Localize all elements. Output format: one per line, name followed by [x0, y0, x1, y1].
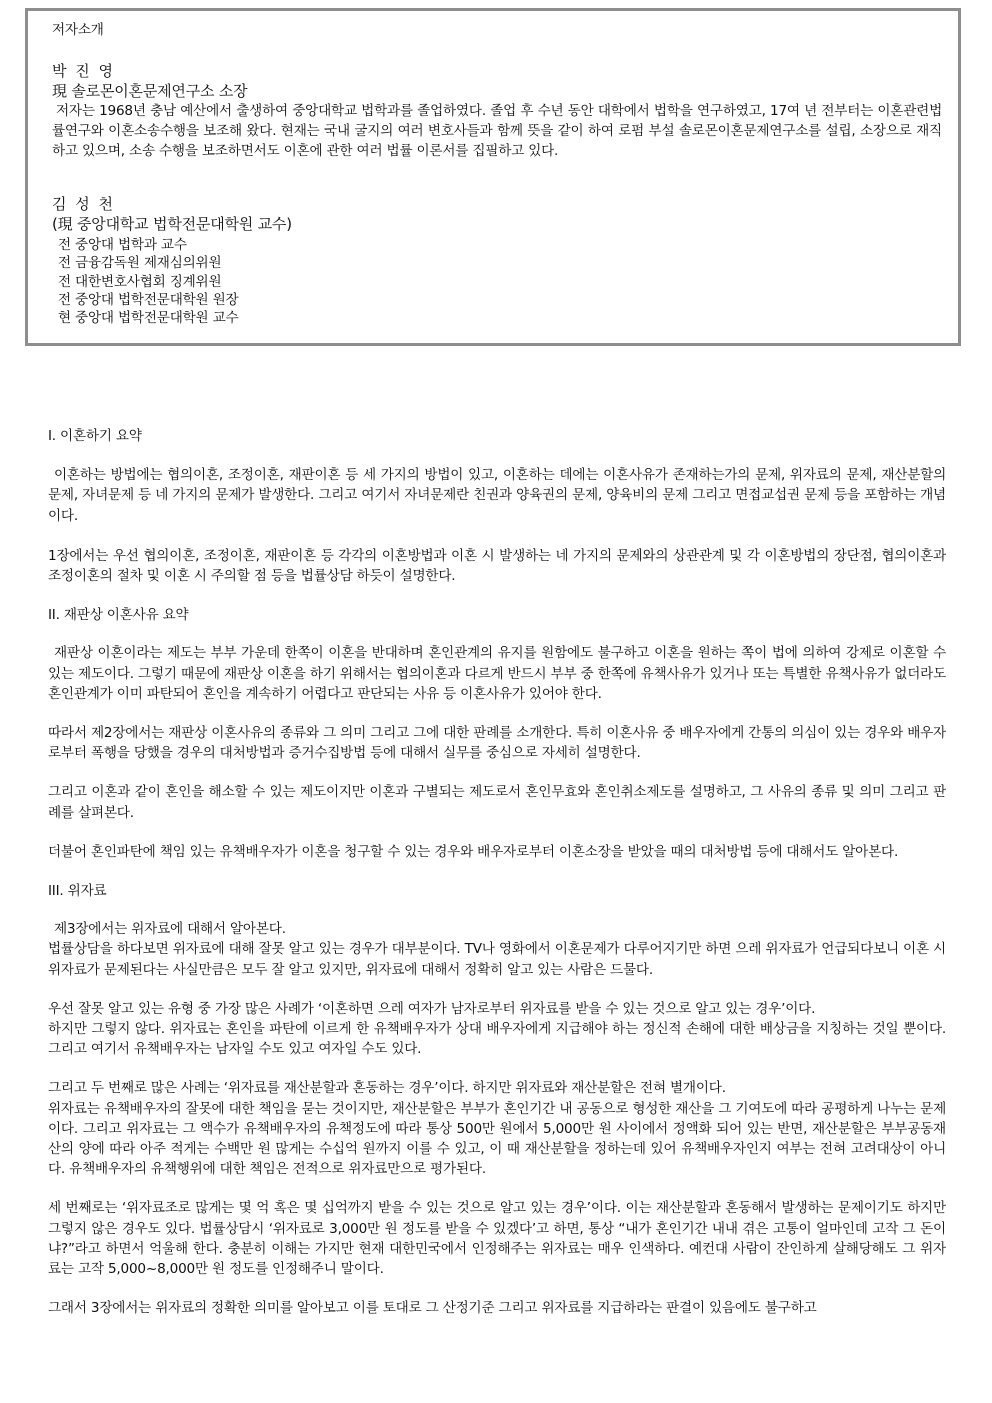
paragraph: 더불어 혼인파탄에 책임 있는 유책배우자가 이혼을 청구할 수 있는 경우와 배우자로부터 이혼소장을 받았을 때의 대처방법 등에 대해서도 알아본다. — [48, 843, 899, 860]
paragraph: 따라서 제2장에서는 재판상 이혼사유의 종류와 그 의미 그리고 그에 대한 판례를 소개한다. 특히 이혼사유 중 배우자에게 간통의 의심이 있는 경우와 배우자로부터 폭행을 당했을 경우의 대처방법과 증거수집방법 등에 대해서 실무를 중심으로 자세히 설명한다. — [48, 725, 946, 762]
paragraph: 우선 잘못 알고 있는 유형 중 가장 많은 사례가 ‘이혼하면 으레 여자가 남자로부터 위자료를 받을 수 있는 것으로 알고 있는 경우’이다. — [48, 1000, 816, 1017]
paragraph: 하지만 그렇지 않다. 위자료는 혼인을 파탄에 이르게 한 유책배우자가 상대 배우자에게 지급해야 하는 정신적 손해에 대한 배상금을 지칭하는 것일 뿐이다. 그리고 여기서 유책배우자는 남자일 수도 있고 여자일 수도 있다. — [48, 1021, 946, 1058]
paragraph: 세 번째로는 ‘위자료조로 많게는 몇 억 혹은 몇 십억까지 받을 수 있는 것으로 알고 있는 경우’이다. 이는 재산분할과 혼동해서 발생하는 문제이기도 하지만 그렇지 않은 경우도 있다. 법률상담시 ‘위자료로 3,000만 원 정도를 받을 수 있겠다’고 하면, 통상 “내가 혼인기간 내내 겪은 고통이 얼마인데 고작 그 돈이냐?”라고 하면서 억울해 한다. 충분히 이해는 가지만 현재 대한민국에서 인정해주는 위자료는 매우 인색하다. 예컨대 사람이 잔인하게 살해당해도 그 위자료는 고작 5,000~8,000만 원 정도를 인정해주니 말이다. — [48, 1200, 946, 1278]
author2-history-item: 전 대한변호사협회 징계위원 — [58, 273, 222, 290]
paragraph: 법률상담을 하다보면 위자료에 대해 잘못 알고 있는 경우가 대부분이다. TV나 영화에서 이혼문제가 다루어지기만 하면 으레 위자료가 언급되다보니 이혼 시 위자료가 문제된다는 사실만큼은 모두 잘 알고 있지만, 위자료에 대해서 정확히 알고 있는 사람은 드물다. — [48, 941, 946, 978]
paragraph: 1장에서는 우선 협의이혼, 조정이혼, 재판이혼 등 각각의 이혼방법과 이혼 시 발생하는 네 가지의 문제와의 상관관계 및 각 이혼방법의 장단점, 협의이혼과 조정이혼의 절차 및 이혼 시 주의할 점 등을 법률상담 하듯이 설명한다. — [48, 547, 946, 585]
section-heading: I. 이혼하기 요약 — [48, 428, 142, 444]
author-intro-title: 저자소개 — [52, 22, 104, 38]
author2-history-item: 전 중앙대 법학과 교수 — [58, 237, 187, 253]
section-heading: II. 재판상 이혼사유 요약 — [48, 607, 189, 624]
author1-bio: 저자는 1968년 충남 예산에서 출생하여 중앙대학교 법학과를 졸업하였다. 졸업 후 수년 동안 대학에서 법학을 연구하였고, 17여 년 전부터는 이혼관련법률연구와 이혼소송수행을 보조해 왔다. 현재는 국내 굴지의 여러 변호사들과 함께 뜻을 같이 하여 로펌 부설 솔로몬이혼문제연구소를 설립, 소장으로 재직하고 있으며, 소송 수행을 보조하면서도 이혼에 관한 여러 법률 이론서를 집필하고 있다. — [52, 103, 942, 159]
author2-history-item: 전 금융감독원 제재심의위원 — [58, 255, 222, 272]
author2-history-item: 현 중앙대 법학전문대학원 교수 — [58, 310, 239, 327]
author2-name: 김 성 천 — [52, 195, 116, 213]
author2-position: (現 중앙대학교 법학전문대학원 교수) — [52, 215, 292, 233]
author-intro-box — [25, 8, 961, 346]
paragraph: 그리고 두 번째로 많은 사례는 ‘위자료를 재산분할과 혼동하는 경우’이다. 하지만 위자료와 재산분할은 전혀 별개이다. — [48, 1080, 726, 1097]
author2-history-item: 전 중앙대 법학전문대학원 원장 — [58, 291, 239, 308]
paragraph: 제3장에서는 위자료에 대해서 알아본다. — [54, 921, 286, 938]
paragraph: 이혼하는 방법에는 협의이혼, 조정이혼, 재판이혼 등 세 가지의 방법이 있고, 이혼하는 데에는 이혼사유가 존재하는가의 문제, 위자료의 문제, 재산분할의 문제, 자녀문제 등 네 가지의 문제가 발생한다. 그리고 여기서 자녀문제란 친권과 양육권의 문제, 양육비의 문제 그리고 면접교섭권 문제 등을 포함하는 개념이다. — [48, 467, 946, 524]
section-heading: III. 위자료 — [48, 883, 107, 900]
author1-name: 박 진 영 — [52, 62, 116, 80]
author1-position: 現 솔로몬이혼문제연구소 소장 — [52, 82, 248, 100]
paragraph: 위자료는 유책배우자의 잘못에 대한 책임을 묻는 것이지만, 재산분할은 부부가 혼인기간 내 공동으로 형성한 재산을 그 기여도에 따라 공평하게 나누는 문제이다. 그리고 위자료는 그 액수가 유책배우자의 유책정도에 따라 통상 500만 원에서 5,000만 원 사이에서 정액화 되어 있는 반면, 재산분할은 부부공동재산의 양에 따라 아주 적게는 수백만 원 많게는 수십억 원까지 이를 수 있고, 이 때 재산분할을 정하는데 있어 유책배우자인지 여부는 전혀 고려대상이 아니다. 유책배우자의 유책행위에 대한 책임은 전적으로 위자료만으로 평가된다. — [48, 1100, 946, 1178]
summary-content — [48, 426, 946, 1319]
author2-history-list — [52, 236, 942, 327]
paragraph: 그래서 3장에서는 위자료의 정확한 의미를 알아보고 이를 토대로 그 산정기준 그리고 위자료를 지급하라는 판결이 있음에도 불구하고 — [48, 1300, 817, 1317]
paragraph: 그리고 이혼과 같이 혼인을 해소할 수 있는 제도이지만 이혼과 구별되는 제도로서 혼인무효와 혼인취소제도를 설명하고, 그 사유의 종류 및 의미 그리고 판례를 살펴본다. — [48, 784, 946, 821]
author-intro-content — [52, 21, 942, 327]
paragraph: 재판상 이혼이라는 제도는 부부 가운데 한쪽이 이혼을 반대하며 혼인관계의 유지를 원함에도 불구하고 이혼을 원하는 쪽이 법에 의하여 강제로 이혼할 수 있는 제도이다. 그렇기 때문에 재판상 이혼을 하기 위해서는 협의이혼과 다르게 반드시 부부 중 한쪽에 유책사유가 있거나 또는 특별한 유책사유가 없더라도 혼인관계가 이미 파탄되어 혼인을 계속하기 어렵다고 판단되는 사유 등 이혼사유가 있어야 한다. — [48, 645, 946, 702]
